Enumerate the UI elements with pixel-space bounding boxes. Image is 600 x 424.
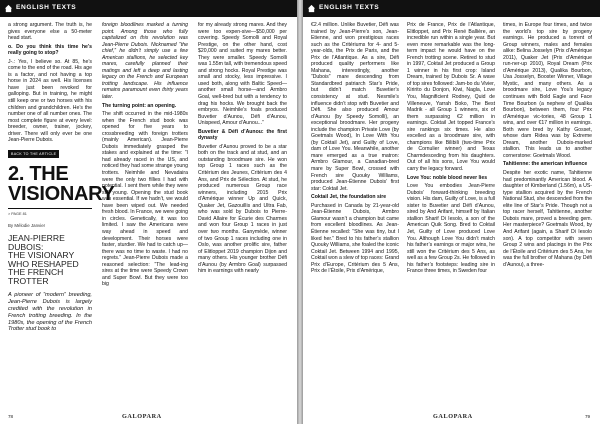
page-number: 78 [8, 414, 14, 419]
section-label: ENGLISH TEXTS [319, 4, 380, 11]
deck-line: TROTTER [8, 275, 49, 286]
page-footer [303, 412, 600, 421]
divider [8, 208, 92, 209]
subheading: The turning point: an opening. [102, 102, 177, 109]
paragraph: Buvetier d’Aunou proved to be a star both on the track and at stud, and an outstanding broodmare sire. He won top Group 1 races such as the Critérium des Jeunes, Critérium des 4 Ans, and Prix de Sélection. At stud, he produced numerous Group race winners, including 2015 Prix d’Amérique winner Up and Quick, Quaker Jet, Gazouillis and Ultra Fab, who was sold by Dubois to Pierre-David Allaire for Écurie des Charmes and won four Group 1 races in just over two months. Ganymède, winner of two Group 1 races including one in Oslo, was another prolific sire, father of Elitloppet 2019 champion Dijon and many others. His younger brother Défi d’Aunou (by Armbro Goal) surpassed him in earnings with nearly [198, 143, 287, 275]
subheading: Love You: noble blood never lies [407, 174, 488, 181]
paragraph: Love You embodies Jean-Pierre Dubois’ forward-thinking breeding vision. His dam, Guilty of Love, is a full sister to Buvetier and Défi d’Aunou, sired by And Arifant, himself by Italian stallion Sharif Di Iesolo, a son of the American Quik Song. Bred to Coktail Jet, Guilty of Love produced Love You. Although Love You didn’t match his father’s earnings or major wins, he still won the Critérium des 5 Ans, as well as a few Group 2s. He followed in his father’s footsteps: leading sire in France three times, in Sweden four [407, 183, 495, 275]
deck-line: THE FRENCH [8, 267, 64, 278]
paragraph: foreign bloodlines marked a turning point. Among those who fully capitalized on this revolution was Jean-Pierre Dubois. Nicknamed “the chief,” he didn’t simply use a few American stallions, he selected key mares, carefully planned their matings and left a deep and lasting legacy on the French and European trotting landscape. His influence remains paramount even thirty years later. [102, 22, 188, 101]
left-column-3 [198, 22, 287, 277]
page-reference: > PAGE 81 [8, 212, 27, 217]
deck-line: JEAN-PIERRE [8, 233, 65, 244]
right-column-1 [311, 22, 399, 277]
deck-line: WHO RESHAPED [8, 258, 79, 269]
left-column-1 [8, 22, 115, 333]
subheading: Buvetier & Défi d’Aunou: the first dynasty [198, 128, 287, 142]
subheading: Tahitienne: the american influence [503, 161, 588, 168]
section-header [303, 0, 600, 17]
home-icon[interactable] [4, 4, 13, 13]
paragraph: times, in Europe four times, and twice the world’s top sire by progeny earnings. He produced a torrent of Group winners, males and females alike: Belina Josselyn (Prix d’Amérique 2011), Quaker Jet (Prix d’Amérique run-ner-up 2010), Royal Dream (Prix d’Amérique 2013), Qualika Bourbon, Usa Josselyn, Booster Winner, Village Mystic, and many others. As a broodmare sire, Love You’s legacy continues with Bold Eagle and Face Time Bourbon (a nephew of Qualika Bourbon), between them, four Prix d’Amérique vic-tories, 48 Group 1 wins, and over €17 million in earnings. Both were bred by Kathy Gosset, whose dam Ridea was by Extreme Dream, another Dubois-marked stallion. This leads us to another cornerstone: Goetmals Wood. [503, 22, 592, 159]
paragraph: Purchased in Canada by 21-year-old Jean-Étienne Dubois, Armbro Glamour wasn’t a champion but came from excellent bloodlines. As Jean-Étienne recalled: “She was tiny, but I liked her.” Bred to his father’s stallion Quouky Williams, she foaled the iconic Coktail Jet. Between 1994 and 1995, Coktail won a slew of top races: Grand Prix d’Europe, Critérium des 5 Ans, Prix de l’Étoile, Prix d’Amérique, [311, 202, 400, 275]
page-footer [0, 412, 297, 421]
back-to-article-link[interactable]: BACK TO THE ARTICLE [8, 150, 59, 159]
section-header [0, 0, 297, 17]
article-deck [8, 234, 92, 284]
title-line: VISIONARY [8, 183, 115, 206]
interview-question: o. Do you think this time he’s really going to stop? [8, 43, 92, 57]
left-page [0, 0, 297, 424]
title-line: 2. THE [8, 163, 69, 186]
deck-line: THE VISIONARY [8, 250, 75, 261]
home-icon[interactable] [307, 4, 316, 13]
subheading: Coktail Jet, the foundation sire [311, 194, 387, 201]
deck-line: DUBOIS: [8, 241, 44, 252]
article-title [8, 163, 115, 206]
section-label: ENGLISH TEXTS [16, 4, 77, 11]
paragraph: Despite her exotic name, Tahitienne had predominantly American blood. A daughter of Kimberland (1.56m), a US-type stallion acquired by the French National Stud, she descended from the elite line of Star’s Pride. Though not a top racer herself, Tahitienne, another Dubois mare, proved a breeding gem. Her masterpiece? Goetmals Wood, by And Arifant (again, a Sharif Di Iesolo son). A top competitor with seven Group 2 wins and placings in the Prix de l’Étoile and Critérium des 5 Ans, he was the full brother of Mahana (by Défi d’Aunou), a three- [503, 170, 592, 268]
page-number: 79 [585, 414, 591, 419]
right-column-2 [407, 22, 495, 277]
right-column-3 [503, 22, 592, 270]
magazine-logo: GALOPARA [122, 413, 162, 420]
paragraph: J-.: Yes, I believe so. At 85, he’s come to the end of the road. His age is a factor, and not having a top horse in 2024 as well. His licenses have just been revoked for galloping. But in training, he might still keep one or two horses with his children and grandchildren. He’s the number one of all number ones. The most complete figure at every level: breeder, owner, trainer, jockey, driver. There will only ever be one Jean-Pierre Dubois. [8, 58, 92, 144]
paragraph: Prix de France, Prix de l’Atlantique, Elitloppet, and Prix René Ballière, an incredible run within a single year. But even more remarkable was the long-term impact he would have on the French trotting scene. Retired to stud in 1997, Coktail Jet produced a Group 1 winner in his first crop: Island Dream, trained by Dubois Sr. A wave of top sires followed: Jam-bo du Vivier, Kiririto du Donjon, Kiwi, Nagla, Love You, Magnificient Rodney, Quid de Villeneuve, Yarrah Boko, The Best Madrik - all Group 1 winners, six of them surpassing €2 million in earnings. Coktail Jet topped France’s sire rankings six times. He also excelled as a broodmare sire, with champions like Bilibili (two-time Prix de Cornulier winner) and Texas Charmdesceding from his daughters. Out of all his sons, Love You would carry the legacy forward. [407, 22, 495, 173]
paragraph: a strong argument. The truth is, he gives everyone else a 50-meter head start. [8, 22, 92, 42]
byline: By Mélodie Janvier [8, 222, 46, 228]
paragraph: The shift occurred in the mid-1980s when the French stud book was opened for five years to crossbreeding with foreign trotters (mainly American). Jean-Pierre Dubois immediately grasped the stakes and explained at the time: “I had already raced in the US, and noticed they had some strange young trotters. Neimhile and Nevadaira were the only two fillies I had with potential. I sent them while they were still young. Opening the stud book was essential. If we hadn’t, we would have been wiped out. We needed fresh blood. In France, we were going in circles. Genetically, it was too limited. I saw the Americans were way ahead in speed and development. Their horses were faster, sturdier. We had to catch up—there was no time to waste. I had no regrets.” Jean-Pierre Dubois made a reasoned selection: “The lead-ing sires at the time were Speedy Crown and Super Bowl. But they were too big [102, 111, 189, 288]
left-column-2 [102, 22, 188, 290]
paragraph: €2.4 million. Unlike Buvetier, Défi was trained by Jean-Pierre’s son, Jean-Etienne, and won prestigious races such as the Critériums for 4- and 5-year-olds, the Prix de Paris, and the Prix de l’Atlantique. As a sire, Défi produced quality performers like Mahana, interestingly, another “Dubois” mare descending from Standardbred patriarch Star’s Pride, but didn’t match Buvetier’s consistency at stud. Nesmile’s influence didn’t stop with Buvetier and Défi. She also produced Amour d’Aunou (by Speedy Somolli), an exceptional broodmare. Her progeny include the champion Private Love (by Goetmals Wood), In Love With You (by Coktail Jet), and Guilty of Love, dam of Love You. Meanwhile, another mare emerged as a true matron: Armbro Glamour, a Canadian-bred mare by Super Bowl, crossed with French sire Quouky Williams, produced Jean-Étienne Dubois’ first star: Coktail Jet. [311, 22, 399, 192]
magazine-logo: GALOPARA [433, 413, 473, 420]
paragraph: for my already strong mares. And they were too expen-sive—$50,000 per covering. Speedy Somolli and Royal Prestige, on the other hand, cost $20,000 and suited my mares better. They were smaller. Speedy Somolli was 1.55m tall, with tremendous speed and strong hocks. Royal Prestige was small and stocky, less impressive. I used both, along with Baltic Speed—another small horse—and Armbro Goal, well-bred but with a tendency to drag his hocks. We brought back the embryos. Neimhile’s foals produced Buvetier d’Aunou, Défi d’Aunou, Unispeed, Amour d’Aunou...” [198, 22, 287, 127]
article-lede: A pioneer of “modern” breeding, Jean-Pierre Dubois is largely credited with the revolution in French trotting breeding. In the 1980s, the opening of the French Trotter stud book to [8, 291, 92, 333]
right-page [303, 0, 600, 424]
